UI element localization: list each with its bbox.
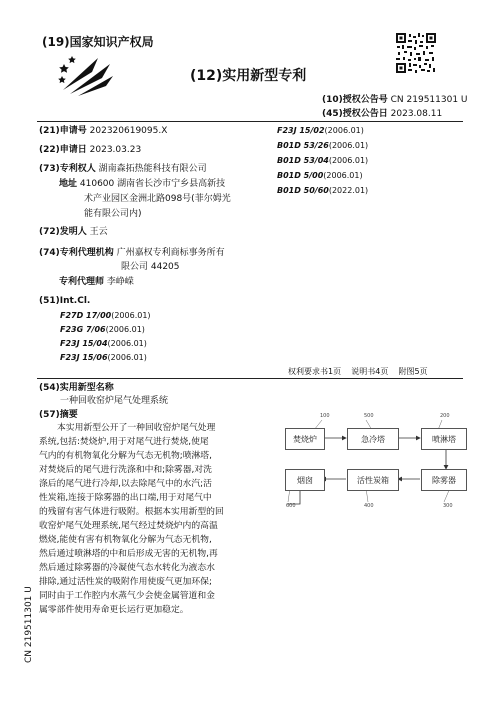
- abstract-line: 气内的有机物氧化分解为气态无机物;喷淋塔,: [39, 451, 212, 461]
- patent-agency: [39, 247, 225, 259]
- abstract-line: 然后通过喷淋塔的中和后形成无害的无机物,再: [39, 549, 218, 559]
- flow-box-spray-tower: 喷淋塔: [421, 428, 467, 450]
- address-line: 410600 湖南省长沙市宁乡县高新技: [79, 179, 226, 189]
- inventor-label: (72)发明人: [39, 227, 87, 237]
- intcl-year: (2006.01): [328, 141, 369, 150]
- intcl-item: [277, 140, 368, 151]
- intcl-item: [277, 185, 368, 196]
- application-date: [39, 144, 141, 156]
- abstract-line: 然后通过除雾器的冷凝使气态水转化为液态水: [39, 563, 215, 573]
- intcl-label: (51)Int.Cl.: [39, 296, 91, 306]
- intcl-code: F23G 7/06: [60, 325, 106, 334]
- cnipa-logo: [58, 50, 118, 98]
- intcl-code: F23J 15/02: [277, 126, 325, 135]
- intcl-code: F27D 17/00: [60, 311, 112, 320]
- intcl-year: (2006.01): [323, 171, 363, 180]
- intcl-code: B01D 50/60: [277, 186, 329, 195]
- grant-date-value: 2023.08.11: [390, 109, 443, 119]
- agency-value-cont: 限公司 44205: [121, 262, 180, 272]
- app-no-value: 202320619095.X: [89, 126, 168, 136]
- flow-box-quench-tower: 急冷塔: [347, 428, 399, 450]
- abstract-line: 燃烧,能使有害有机物氧化分解为气态无机物,: [39, 535, 212, 545]
- address: [59, 178, 225, 190]
- agent-label: 专利代理师: [59, 277, 105, 287]
- intcl-year: (2006.01): [105, 325, 145, 334]
- address-line: 能有限公司内): [84, 209, 142, 219]
- intcl-code: B01D 53/04: [277, 156, 329, 165]
- qr-code: [396, 33, 436, 73]
- agency-value: 广州嘉权专利商标事务所有: [116, 248, 225, 258]
- body-divider: [37, 378, 463, 379]
- flow-box-activated-carbon: 活性炭箱: [347, 469, 399, 491]
- document-type: (12)实用新型专利: [190, 68, 307, 84]
- patent-agent: [59, 276, 134, 288]
- ref-number: 200: [440, 413, 450, 419]
- abstract-line: 属零部件使用寿命更长运行更加稳定。: [39, 605, 189, 615]
- app-no-label: (21)申请号: [39, 126, 87, 136]
- app-date-label: (22)申请日: [39, 145, 87, 155]
- inventor: [39, 226, 108, 238]
- abstract-line: 收窑炉尾气处理系统,尾气经过焚烧炉内的高温: [39, 521, 218, 531]
- header-divider: [37, 121, 463, 122]
- flow-box-incinerator: 焚烧炉: [285, 428, 325, 450]
- abstract-line: 系统,包括:焚烧炉,用于对尾气进行焚烧,使尾: [39, 437, 209, 447]
- intcl-year: (2006.01): [111, 311, 151, 320]
- grant-number: [322, 94, 468, 106]
- abstract-line: 排除,通过活性炭的吸附作用使废气更加环保;: [39, 577, 212, 587]
- intcl-item: [277, 125, 364, 136]
- inventor-value: 王云: [89, 227, 108, 237]
- intcl-year: (2006.01): [324, 126, 364, 135]
- grant-date: [322, 108, 442, 120]
- grant-number-label: (10)授权公告号: [322, 95, 388, 105]
- intcl-code: B01D 5/00: [277, 171, 324, 180]
- address-line: 术产业园区金洲北路098号(菲尔姆光: [84, 194, 231, 204]
- title-label: (54)实用新型名称: [39, 383, 114, 393]
- intcl-year: (2006.01): [107, 339, 147, 348]
- intcl-item: [277, 155, 368, 166]
- ref-number: 100: [320, 413, 330, 419]
- owner-value: 湖南森拓热能科技有限公司: [98, 164, 207, 174]
- ref-number: 400: [364, 503, 374, 509]
- grant-date-label: (45)授权公告日: [322, 109, 388, 119]
- intcl-year: (2006.01): [107, 353, 147, 362]
- ref-number: 500: [364, 413, 374, 419]
- intcl-item: [60, 352, 147, 363]
- address-label: 地址: [59, 179, 78, 189]
- agent-value: 李峥嵘: [106, 277, 134, 287]
- intcl-year: (2006.01): [328, 156, 369, 165]
- office-name: (19)国家知识产权局: [42, 35, 154, 49]
- abstract-line: 本实用新型公开了一种回收窑炉尾气处理: [57, 423, 216, 433]
- grant-number-value: CN 219511301 U: [390, 95, 468, 105]
- intcl-item: [60, 310, 151, 321]
- patentee: [39, 163, 207, 175]
- abstract-line: 性炭箱,连接于除雾器的出口端,用于对尾气中: [39, 493, 212, 503]
- abstract-line: 同时由于工作腔内水蒸气少会使金属管道和金: [39, 591, 215, 601]
- abstract-line: 涤后的尾气进行冷却,以去除尾气中的水汽;活: [39, 479, 212, 489]
- page-counts: 权利要求书1页 说明书4页 附图5页: [288, 367, 428, 376]
- side-publication-code: CN 219511301 U: [24, 586, 34, 663]
- intcl-item: [60, 338, 147, 349]
- intcl-item: [277, 170, 363, 181]
- agency-label: (74)专利代理机构: [39, 248, 114, 258]
- flow-box-chimney: 烟囱: [285, 469, 325, 491]
- application-number: [39, 125, 167, 137]
- ref-number: 600: [286, 503, 296, 509]
- ref-number: 300: [443, 503, 453, 509]
- abstract-line: 对焚烧后的尾气进行洗涤和中和;除雾器,对洗: [39, 465, 212, 475]
- flow-box-demister: 除雾器: [421, 469, 467, 491]
- intcl-item: [60, 324, 145, 335]
- owner-label: (73)专利权人: [39, 164, 96, 174]
- intcl-code: B01D 53/26: [277, 141, 329, 150]
- utility-model-title: 一种回收窑炉尾气处理系统: [60, 396, 169, 406]
- app-date-value: 2023.03.23: [89, 145, 142, 155]
- abstract-line: 的残留有害气体进行吸附。根据本实用新型的回: [39, 507, 224, 517]
- intcl-code: F23J 15/06: [60, 353, 108, 362]
- abstract-body: [39, 421, 249, 617]
- intcl-year: (2022.01): [328, 186, 369, 195]
- abstract-label: (57)摘要: [39, 410, 78, 420]
- intcl-code: F23J 15/04: [60, 339, 108, 348]
